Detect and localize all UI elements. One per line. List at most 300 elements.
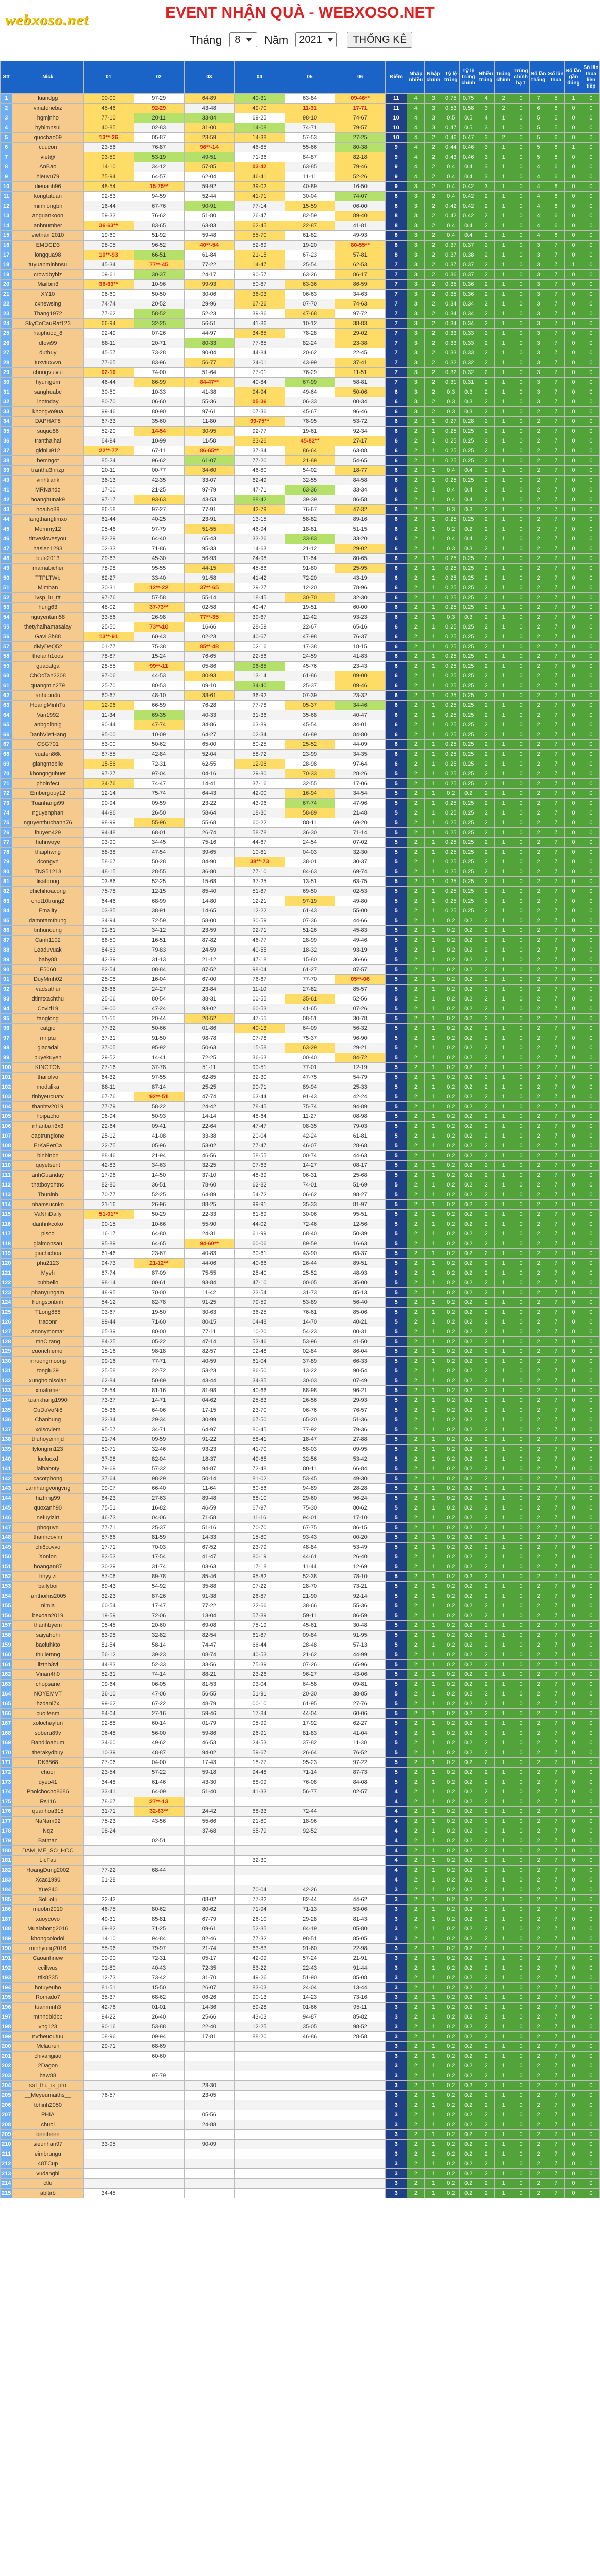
nick-cell[interactable]: muobn2010: [12, 1905, 84, 1914]
day-pick-cell: 91-38: [184, 1591, 235, 1601]
stat-cell: 0: [512, 2110, 530, 2120]
stat-cell: 2: [477, 1983, 495, 1993]
nick-cell[interactable]: suquo86: [12, 427, 84, 436]
nick-cell[interactable]: quangmin279: [12, 681, 84, 691]
stat-cell: 0: [582, 1278, 599, 1288]
nick-cell[interactable]: giangmobile: [12, 759, 84, 769]
nick-cell[interactable]: bailyboi: [12, 1582, 84, 1591]
nick-cell[interactable]: KINGTON: [12, 1063, 84, 1073]
nick-cell[interactable]: tuankhang1990: [12, 1396, 84, 1405]
nick-cell[interactable]: dfovi99: [12, 338, 84, 348]
nick-cell[interactable]: gidnlu912: [12, 446, 84, 456]
nick-cell[interactable]: chuoi: [12, 1768, 84, 1777]
nick-cell[interactable]: modulika: [12, 1082, 84, 1092]
nick-cell[interactable]: phanyungam: [12, 1288, 84, 1298]
nick-cell[interactable]: luclucxd: [12, 1454, 84, 1464]
stat-cell: 2: [425, 329, 442, 338]
table-row: [1, 936, 600, 945]
nick-cell[interactable]: GavL3h88: [12, 632, 84, 642]
nick-cell[interactable]: hyhlmnsui: [12, 123, 84, 133]
nick-cell[interactable]: VaNhiDaily: [12, 1210, 84, 1219]
nick-cell[interactable]: thelanh1oos: [12, 652, 84, 662]
nick-cell[interactable]: thuhoyeinnjd: [12, 1435, 84, 1445]
stat-cell: 2: [407, 1435, 425, 1445]
nick-cell[interactable]: AnBao: [12, 162, 84, 172]
stat-cell: 7: [547, 1454, 565, 1464]
site-logo[interactable]: webxoso.net: [5, 11, 89, 28]
nick-cell[interactable]: huhnvoye: [12, 838, 84, 848]
nick-cell[interactable]: sieunhan97: [12, 2140, 84, 2149]
nick-cell[interactable]: Covid19: [12, 1004, 84, 1014]
stat-cell: 0.2: [460, 1631, 477, 1640]
nick-cell[interactable]: anonymomar: [12, 1327, 84, 1337]
nick-cell[interactable]: xuoycovo: [12, 1914, 84, 1924]
month-select[interactable]: [229, 32, 257, 47]
nick-cell[interactable]: Caoanhnew: [12, 1954, 84, 1963]
stat-cell: 1: [495, 1464, 512, 1474]
day-pick-cell: 93-19: [335, 945, 386, 955]
stat-cell: 2: [477, 1836, 495, 1846]
nick-cell[interactable]: crowdbybiz: [12, 270, 84, 280]
stat-cell: 2: [477, 1063, 495, 1073]
nick-cell[interactable]: ttlk8235: [12, 1973, 84, 1983]
nick-cell[interactable]: hzdani7x: [12, 1699, 84, 1709]
nick-cell[interactable]: kongtutuan: [12, 192, 84, 201]
stat-cell: 0: [564, 671, 582, 681]
nick-cell[interactable]: quyetsent: [12, 1161, 84, 1171]
nick-cell[interactable]: dieuanh96: [12, 182, 84, 192]
nick-cell[interactable]: xoisoviem: [12, 1425, 84, 1435]
nick-cell[interactable]: beeibeee: [12, 2130, 84, 2140]
nick-cell[interactable]: fanthoihis2005: [12, 1591, 84, 1601]
nick-cell[interactable]: thuliemng: [12, 1650, 84, 1660]
nick-cell[interactable]: anbgoibnlg: [12, 720, 84, 730]
nick-cell[interactable]: Xonlon: [12, 1552, 84, 1562]
nick-cell[interactable]: DK6868: [12, 1758, 84, 1768]
nick-cell[interactable]: nguyenthuchanh76: [12, 818, 84, 828]
nick-cell[interactable]: Thang1972: [12, 309, 84, 319]
stat-cell: 0.2: [442, 1278, 460, 1288]
nick-cell[interactable]: khongnguhuet: [12, 769, 84, 779]
nick-cell[interactable]: binbinbn: [12, 1151, 84, 1161]
stat-cell: 2: [530, 1552, 547, 1562]
day-pick-cell: 70-03: [134, 1543, 184, 1552]
nick-cell[interactable]: guacatga: [12, 662, 84, 671]
nick-cell[interactable]: ErKaFerCa: [12, 1141, 84, 1151]
nick-cell[interactable]: cuhbelio: [12, 1278, 84, 1288]
day-pick-cell: 50-39: [335, 1229, 386, 1239]
stat-cell: 0: [582, 632, 599, 642]
nick-cell[interactable]: DuyMinh02: [12, 975, 84, 985]
nick-cell[interactable]: lvsp_lu_ttt: [12, 593, 84, 603]
nick-cell[interactable]: Emailty: [12, 906, 84, 916]
nick-cell[interactable]: bemngot: [12, 456, 84, 466]
day-pick-cell: 37-41: [335, 358, 386, 368]
nick-cell[interactable]: haiphuoc_8: [12, 329, 84, 338]
nick-cell[interactable]: mamabichei: [12, 564, 84, 573]
nick-cell[interactable]: tranthu3nnzp: [12, 466, 84, 476]
nick-cell[interactable]: quochao09: [12, 133, 84, 143]
stat-cell: 0: [582, 270, 599, 280]
year-select[interactable]: [295, 32, 337, 47]
day-pick-cell: 86-65**: [184, 446, 235, 456]
nick-cell[interactable]: CuDuVoNi8: [12, 1405, 84, 1415]
nick-cell[interactable]: hizthng99: [12, 1494, 84, 1503]
nick-cell[interactable]: HoangDung2002: [12, 1866, 84, 1875]
nick-cell[interactable]: Canh1102: [12, 936, 84, 945]
nick-cell[interactable]: xolochayfun: [12, 1719, 84, 1728]
nick-cell[interactable]: anhcon4u: [12, 691, 84, 701]
stat-cell: 0.2: [460, 1983, 477, 1993]
nick-cell[interactable]: tranthaihai: [12, 436, 84, 446]
day-pick-cell: 28-48: [285, 1640, 335, 1650]
nick-cell[interactable]: nefuylzirt: [12, 1513, 84, 1523]
nick-cell[interactable]: Chanhung: [12, 1415, 84, 1425]
stat-cell: 2: [477, 1533, 495, 1543]
day-pick-cell: 14-10: [84, 162, 134, 172]
stat-cell: 0: [564, 466, 582, 476]
stat-cell: 0.25: [460, 906, 477, 916]
nick-cell[interactable]: chuoi: [12, 2120, 84, 2130]
stat-cell: 0: [564, 1768, 582, 1777]
nick-cell[interactable]: MRNando: [12, 485, 84, 495]
nick-cell[interactable]: cuonchiemoi: [12, 1347, 84, 1357]
nick-cell[interactable]: soberu89v: [12, 1728, 84, 1738]
nick-cell[interactable]: Mommy12: [12, 524, 84, 534]
nick-cell[interactable]: therakydbuy: [12, 1748, 84, 1758]
nick-cell[interactable]: nvtheuoutuu: [12, 2032, 84, 2042]
day-pick-cell: 40-85: [84, 123, 134, 133]
nick-cell[interactable]: abltirb: [12, 2189, 84, 2198]
nick-cell[interactable]: Xue240: [12, 1885, 84, 1895]
nick-cell[interactable]: vinhtrank: [12, 476, 84, 485]
nick-cell[interactable]: Leaduvuak: [12, 945, 84, 955]
stat-cell: 1: [495, 1445, 512, 1454]
day-pick-cell: 72-06: [134, 1611, 184, 1621]
nick-cell[interactable]: tinhyeucuatv: [12, 1092, 84, 1102]
nick-cell[interactable]: sanghuabc: [12, 387, 84, 397]
nick-cell[interactable]: XY10: [12, 290, 84, 299]
stats-submit-button[interactable]: THỐNG KÊ: [347, 32, 412, 48]
nick-cell[interactable]: mnClrang: [12, 1337, 84, 1347]
nick-cell[interactable]: quanhoa315: [12, 1807, 84, 1817]
nick-cell[interactable]: giacadai: [12, 1043, 84, 1053]
nick-cell[interactable]: tuxvtuxvvn: [12, 358, 84, 368]
nick-cell[interactable]: cuoifenm: [12, 1709, 84, 1719]
nick-cell[interactable]: hyunigem: [12, 378, 84, 387]
stat-cell: 1: [425, 750, 442, 759]
nick-cell[interactable]: quoxanh90: [12, 1503, 84, 1513]
nick-cell[interactable]: dMyDeQ52: [12, 642, 84, 652]
score-cell: 3: [385, 2052, 407, 2061]
stat-cell: 2: [530, 1494, 547, 1503]
day-pick-cell: 53-45: [285, 1474, 335, 1484]
table-row: [1, 1963, 600, 1973]
stat-cell: 2: [407, 769, 425, 779]
nick-cell[interactable]: buyekuyen: [12, 1053, 84, 1063]
nick-cell[interactable]: chot10trung2: [12, 896, 84, 906]
score-cell: 6: [385, 436, 407, 446]
nick-cell[interactable]: tuyuanminhnsu: [12, 260, 84, 270]
nick-cell[interactable]: mtnhdbidbp: [12, 2012, 84, 2022]
nick-cell[interactable]: hhyylzi: [12, 1572, 84, 1582]
nick-cell[interactable]: pisco: [12, 1229, 84, 1239]
nick-cell[interactable]: Myvh: [12, 1268, 84, 1278]
nick-cell[interactable]: vietnam2010: [12, 231, 84, 241]
nick-cell[interactable]: dyeo41: [12, 1777, 84, 1787]
nick-cell[interactable]: xmalrimer: [12, 1386, 84, 1396]
table-row: [1, 113, 600, 123]
stat-cell: 2: [407, 691, 425, 701]
nick-cell[interactable]: tuanminh3: [12, 2003, 84, 2012]
nick-cell[interactable]: giachichoa: [12, 1249, 84, 1259]
nick-cell[interactable]: khongcolodoi: [12, 1934, 84, 1944]
nick-cell[interactable]: laibabnty: [12, 1464, 84, 1474]
nick-cell[interactable]: 2Dagon: [12, 2061, 84, 2071]
nick-cell[interactable]: chichihoacong: [12, 887, 84, 896]
day-pick-cell: 53-49: [335, 1543, 386, 1552]
stat-cell: 2: [530, 789, 547, 799]
nick-cell[interactable]: baby88: [12, 955, 84, 965]
stat-cell: 0.2: [460, 1621, 477, 1631]
nick-cell[interactable]: ctlu: [12, 2179, 84, 2189]
nick-cell[interactable]: SkyCoCauRat123: [12, 319, 84, 329]
nick-cell[interactable]: Batman: [12, 1836, 84, 1846]
nick-cell[interactable]: cuucon: [12, 143, 84, 152]
nick-cell[interactable]: cxnewsing: [12, 299, 84, 309]
stat-cell: 0.2: [442, 1513, 460, 1523]
nick-cell[interactable]: tinvesiovesyou: [12, 534, 84, 544]
day-pick-cell: 46-85: [235, 143, 285, 152]
stat-cell: 0: [512, 319, 530, 329]
day-pick-cell: 20-30: [285, 1689, 335, 1699]
nick-cell[interactable]: Tuanhangi99: [12, 799, 84, 808]
nick-cell[interactable]: SolLotu: [12, 1895, 84, 1905]
nick-cell[interactable]: chopsane: [12, 1680, 84, 1689]
nick-cell[interactable]: ccillwus: [12, 1963, 84, 1973]
nick-cell[interactable]: hung63: [12, 603, 84, 613]
nick-cell[interactable]: catgio: [12, 1024, 84, 1033]
nick-cell[interactable]: NOYEMVT: [12, 1689, 84, 1699]
nick-cell[interactable]: DAM_ME_SO_HOC: [12, 1846, 84, 1856]
stat-cell: 2: [407, 975, 425, 985]
nick-cell[interactable]: baw88: [12, 2071, 84, 2081]
nick-cell[interactable]: hoanghunak9: [12, 495, 84, 505]
nick-cell[interactable]: hgmjnho: [12, 113, 84, 123]
nick-cell[interactable]: viet@: [12, 152, 84, 162]
nick-cell[interactable]: LicFau: [12, 1856, 84, 1866]
stat-cell: 2: [477, 417, 495, 427]
nick-cell[interactable]: Nqz: [12, 1826, 84, 1836]
stat-cell: 2: [530, 945, 547, 955]
stat-cell: 0: [512, 1063, 530, 1073]
nick-cell[interactable]: nguyenphan: [12, 808, 84, 818]
nick-cell[interactable]: chivangiao: [12, 2052, 84, 2061]
nick-cell[interactable]: nimia: [12, 1601, 84, 1611]
nick-cell[interactable]: EMDCD3: [12, 241, 84, 250]
nick-cell[interactable]: vudanghi: [12, 2169, 84, 2179]
nick-cell[interactable]: hasien1293: [12, 544, 84, 554]
nick-cell[interactable]: Thuninh: [12, 1190, 84, 1200]
nick-cell[interactable]: Mailbin3: [12, 280, 84, 290]
nick-cell[interactable]: thanhbyem: [12, 1621, 84, 1631]
nick-cell[interactable]: sat_thu_is_pro: [12, 2081, 84, 2091]
stat-cell: 7: [547, 1004, 565, 1014]
nick-cell[interactable]: captrunglone: [12, 1131, 84, 1141]
stat-cell: 2: [477, 1895, 495, 1905]
nick-cell[interactable]: hieuvu79: [12, 172, 84, 182]
nick-cell[interactable]: Bandiloahum: [12, 1738, 84, 1748]
nick-cell[interactable]: hotuyeuho: [12, 1983, 84, 1993]
nick-cell[interactable]: CSG701: [12, 740, 84, 750]
nick-cell[interactable]: phoquvn: [12, 1523, 84, 1533]
nick-cell[interactable]: nguyentam58: [12, 613, 84, 622]
nick-cell[interactable]: anguankoon: [12, 211, 84, 221]
nick-cell[interactable]: phoinfect: [12, 779, 84, 789]
stat-cell: 0: [564, 554, 582, 564]
nick-cell[interactable]: lisafoung: [12, 877, 84, 887]
nick-cell[interactable]: duthuy: [12, 348, 84, 358]
nick-cell[interactable]: bule2013: [12, 554, 84, 564]
nick-cell[interactable]: langthangtimxo: [12, 515, 84, 524]
day-pick-cell: 47-32: [335, 505, 386, 515]
nick-cell[interactable]: DAPHAT8: [12, 417, 84, 427]
nick-cell[interactable]: xunghoioisolan: [12, 1376, 84, 1386]
nick-cell[interactable]: Van1992: [12, 710, 84, 720]
nick-cell[interactable]: hoaiho89: [12, 505, 84, 515]
table-row: [1, 564, 600, 573]
stat-cell: 2: [425, 172, 442, 182]
stat-cell: 0: [564, 906, 582, 916]
day-pick-cell: 95-57: [84, 1425, 134, 1435]
nick-cell[interactable]: damntamthung: [12, 916, 84, 926]
rank-cell: 34: [1, 417, 12, 427]
nick-cell[interactable]: vhg123: [12, 2022, 84, 2032]
nick-cell[interactable]: Romado7: [12, 1993, 84, 2003]
nick-cell[interactable]: thatboyohtnc: [12, 1180, 84, 1190]
nick-cell[interactable]: thaiphwng: [12, 848, 84, 857]
nick-cell[interactable]: hongsonbnh: [12, 1298, 84, 1308]
nick-cell[interactable]: TLong888: [12, 1308, 84, 1317]
nick-cell[interactable]: bexoan2019: [12, 1611, 84, 1621]
table-row: [1, 1807, 600, 1817]
nick-cell[interactable]: 48TCup: [12, 2159, 84, 2169]
nick-cell[interactable]: phu2123: [12, 1259, 84, 1268]
nick-cell[interactable]: NaNam92: [12, 1817, 84, 1826]
nick-cell[interactable]: nhamsucnkn: [12, 1200, 84, 1210]
nick-cell[interactable]: thanhtv2019: [12, 1102, 84, 1112]
stat-cell: 0: [564, 1924, 582, 1934]
stat-cell: 2: [407, 1523, 425, 1533]
nick-cell[interactable]: inotnday: [12, 397, 84, 407]
nick-cell[interactable]: giaimonsau: [12, 1239, 84, 1249]
nick-cell[interactable]: anhGuanday: [12, 1171, 84, 1180]
nick-cell[interactable]: thetyhaihamasalay: [12, 622, 84, 632]
nick-cell[interactable]: minhlongbn: [12, 201, 84, 211]
nick-cell[interactable]: Phoichocho8686: [12, 1787, 84, 1797]
nick-cell[interactable]: mnptu: [12, 1033, 84, 1043]
nick-cell[interactable]: dtimtxachthu: [12, 994, 84, 1004]
nick-cell[interactable]: chungvuivui: [12, 368, 84, 378]
stat-cell: 0: [582, 485, 599, 495]
stat-cell: 2: [477, 1601, 495, 1611]
nick-cell[interactable]: dcongvn: [12, 857, 84, 867]
stat-cell: 2: [477, 1758, 495, 1768]
nick-cell[interactable]: Lamhangvongvng: [12, 1484, 84, 1494]
nick-cell[interactable]: TTPLTWb: [12, 573, 84, 583]
nick-cell[interactable]: khongvo9ua: [12, 407, 84, 417]
nick-cell[interactable]: thanhcovim: [12, 1533, 84, 1543]
nick-cell[interactable]: longqua98: [12, 250, 84, 260]
nick-cell[interactable]: traoonr: [12, 1317, 84, 1327]
nick-cell[interactable]: ChOcTan2208: [12, 671, 84, 681]
nick-cell[interactable]: chi8covvo: [12, 1543, 84, 1552]
nick-cell[interactable]: lizthh3vi: [12, 1660, 84, 1670]
nick-cell[interactable]: luandgg: [12, 94, 84, 104]
nick-cell[interactable]: hoangan87: [12, 1562, 84, 1572]
nick-cell[interactable]: fanglong: [12, 1014, 84, 1024]
nick-cell[interactable]: Embergouy12: [12, 789, 84, 799]
stat-cell: 1: [425, 945, 442, 955]
stat-cell: 0: [582, 1200, 599, 1210]
nick-cell[interactable]: hoipacho: [12, 1112, 84, 1122]
nick-cell[interactable]: saiyahohi: [12, 1631, 84, 1640]
nick-cell[interactable]: DanhVietHang: [12, 730, 84, 740]
nick-cell[interactable]: Vinan4h0: [12, 1670, 84, 1680]
nick-cell[interactable]: PHIA: [12, 2110, 84, 2120]
nick-cell[interactable]: minhyung2016: [12, 1944, 84, 1954]
stat-cell: 2: [407, 1758, 425, 1768]
nick-cell[interactable]: Mualahong2016: [12, 1924, 84, 1934]
nick-cell[interactable]: Mclauren: [12, 2042, 84, 2052]
nick-cell[interactable]: TNS51213: [12, 867, 84, 877]
stat-cell: 2: [530, 1787, 547, 1797]
day-pick-cell: 72-35: [184, 1963, 235, 1973]
nick-cell[interactable]: baeluhkto: [12, 1640, 84, 1650]
page-header: [0, 0, 600, 61]
stat-cell: 0: [564, 397, 582, 407]
nick-cell[interactable]: tbhinh2050: [12, 2100, 84, 2110]
nick-cell[interactable]: mruongmoong: [12, 1357, 84, 1366]
nick-cell[interactable]: Rs116: [12, 1797, 84, 1807]
rank-cell: 209: [1, 2130, 12, 2140]
nick-cell[interactable]: lhuyen429: [12, 828, 84, 838]
nick-cell[interactable]: eimbrungu: [12, 2149, 84, 2159]
nick-cell[interactable]: thaiiolvo: [12, 1073, 84, 1082]
nick-cell[interactable]: anhnumber: [12, 221, 84, 231]
stat-cell: 1: [425, 1298, 442, 1308]
nick-cell[interactable]: lylongnn123: [12, 1445, 84, 1454]
nick-cell[interactable]: Mimhan: [12, 583, 84, 593]
nick-cell[interactable]: vuaten86k: [12, 750, 84, 759]
nick-cell[interactable]: tinhunoung: [12, 926, 84, 936]
nick-cell[interactable]: cacotphong: [12, 1474, 84, 1484]
nick-cell[interactable]: danhnkcoko: [12, 1219, 84, 1229]
rank-cell: 12: [1, 201, 12, 211]
stat-cell: 0.2: [442, 1836, 460, 1846]
nick-cell[interactable]: HoangMinhTu: [12, 701, 84, 710]
nick-cell[interactable]: Xcac1990: [12, 1875, 84, 1885]
nick-cell[interactable]: vadsuthui: [12, 985, 84, 994]
nick-cell[interactable]: __Meyeumaiths__: [12, 2091, 84, 2100]
stat-cell: 0.2: [460, 1435, 477, 1445]
nick-cell[interactable]: nhanban3x3: [12, 1122, 84, 1131]
day-pick-cell: 11-80: [184, 417, 235, 427]
day-pick-cell: 42-26: [285, 1885, 335, 1895]
nick-cell[interactable]: vinafonebiz: [12, 104, 84, 113]
nick-cell[interactable]: E5060: [12, 965, 84, 975]
nick-cell[interactable]: tonglu39: [12, 1366, 84, 1376]
